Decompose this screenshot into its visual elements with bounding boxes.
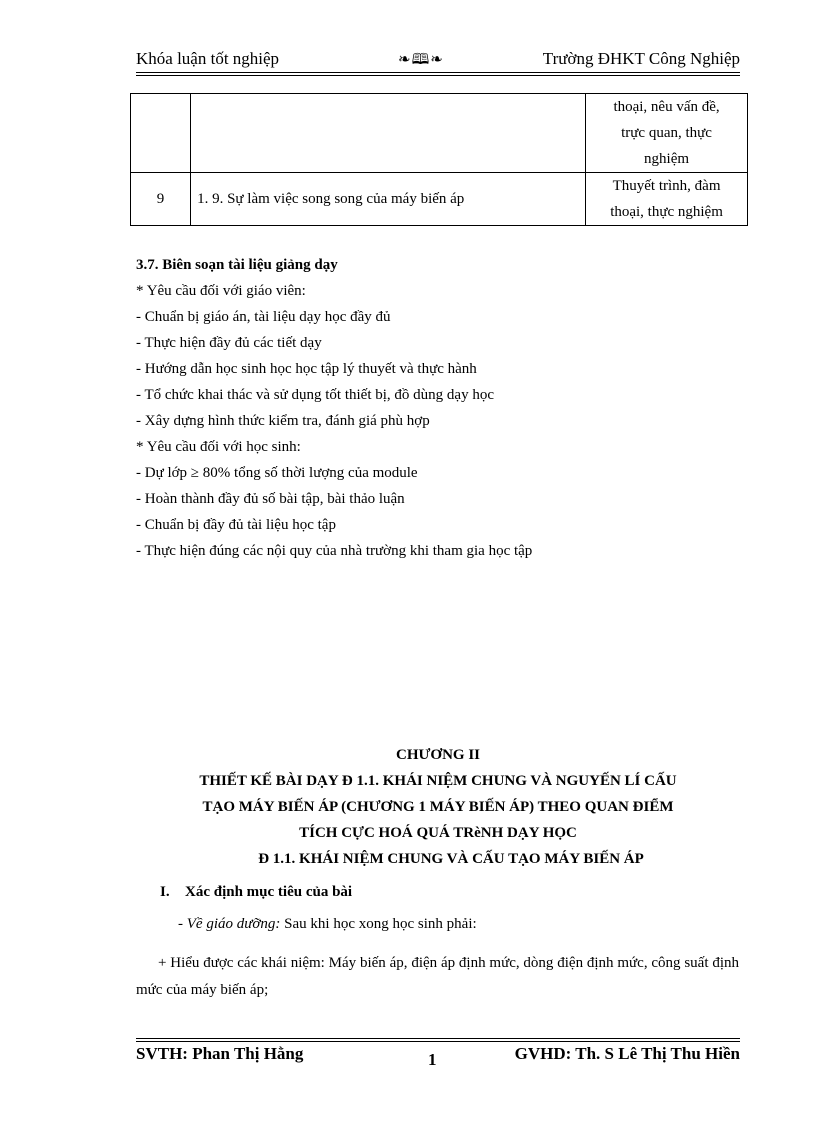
footer-advisor: GVHD: Th. S Lê Thị Thu Hiền	[514, 1044, 740, 1063]
method-line: trực quan, thực	[621, 125, 712, 141]
chapter-title-line: THIẾT KẾ BÀI DẠY Đ 1.1. KHÁI NIỆM CHUNG VÀ NGUYẾN LÍ CẤU	[199, 773, 677, 789]
row-method-cell	[586, 94, 748, 173]
page-number: 1	[428, 1050, 437, 1069]
header-ornament-icon: ❧🕮❧	[398, 52, 444, 68]
method-line: nghiệm	[644, 151, 690, 167]
header-school-name: Trường ĐHKT Công Nghiệp	[542, 49, 740, 68]
page-footer	[136, 1041, 740, 1071]
body-paragraph: + Hiểu được các khái niệm: Máy biến áp, điện áp định mức, dòng điện định mức, công suất định mức của máy biến áp;	[136, 955, 739, 998]
list-item: - Hướng dẫn học sinh học học tập lý thuyết và thực hành	[136, 361, 477, 377]
list-item: - Chuẩn bị giáo án, tài liệu dạy học đầy đủ	[136, 309, 391, 325]
row-number-cell: 9	[131, 173, 191, 226]
chapter-label: CHƯƠNG II	[395, 747, 481, 763]
section-3-7	[136, 252, 740, 564]
row-number-cell	[131, 94, 191, 173]
table-row	[131, 94, 748, 173]
chapter-subtitle: Đ 1.1. KHÁI NIỆM CHUNG VÀ CẤU TẠO MÁY BIẾN ÁP	[258, 851, 644, 867]
list-item: - Dự lớp ≥ 80% tổng số thời lượng của module	[136, 465, 418, 481]
method-line: Thuyết trình, đàm	[612, 178, 721, 194]
chapter-title-line: TÍCH CỰC HOÁ QUÁ TRèNH DẠY HỌC	[299, 825, 577, 841]
footer-student: SVTH: Phan Thị Hằng	[136, 1044, 304, 1063]
header-rule-double	[136, 75, 740, 76]
goal-label: - Về giáo dưỡng:	[178, 916, 281, 932]
requirement-heading: * Yêu cầu đối với học sinh:	[136, 439, 301, 455]
table-row	[131, 173, 748, 226]
row-content-cell	[191, 94, 586, 173]
goal-line	[178, 916, 477, 933]
list-item: - Chuẩn bị đầy đủ tài liệu học tập	[136, 517, 336, 533]
list-item: - Thực hiện đầy đủ các tiết dạy	[136, 335, 322, 351]
list-item: - Xây dựng hình thức kiểm tra, đánh giá phù hợp	[136, 413, 430, 429]
lesson-table	[130, 93, 748, 226]
goal-text: Sau khi học xong học sinh phải:	[280, 916, 477, 932]
section-number: I.	[160, 884, 170, 900]
list-item: - Hoàn thành đầy đủ số bài tập, bài thảo luận	[136, 491, 405, 507]
section-title: 3.7. Biên soạn tài liệu giảng dạy	[136, 257, 338, 273]
header-rule	[136, 72, 740, 73]
method-line: thoại, thực nghiệm	[610, 204, 723, 220]
method-line: thoại, nêu vấn đề,	[613, 99, 720, 115]
list-item: - Thực hiện đúng các nội quy của nhà trường khi tham gia học tập	[136, 543, 533, 559]
section-title: Xác định mục tiêu của bài	[185, 884, 353, 900]
page-header	[136, 48, 740, 72]
chapter-heading	[136, 742, 740, 872]
section-i-heading	[160, 884, 352, 901]
list-item: - Tổ chức khai thác và sử dụng tốt thiết bị, đồ dùng dạy học	[136, 387, 494, 403]
header-thesis-label: Khóa luận tốt nghiệp	[136, 49, 280, 68]
requirement-heading: * Yêu cầu đối với giáo viên:	[136, 283, 306, 299]
footer-rule	[136, 1038, 740, 1039]
row-method-cell	[586, 173, 748, 226]
row-content-cell: 1. 9. Sự làm việc song song của máy biến áp	[191, 173, 586, 226]
chapter-title-line: TẠO MÁY BIẾN ÁP (CHƯƠNG 1 MÁY BIẾN ÁP) THEO QUAN ĐIỂM	[202, 799, 674, 815]
